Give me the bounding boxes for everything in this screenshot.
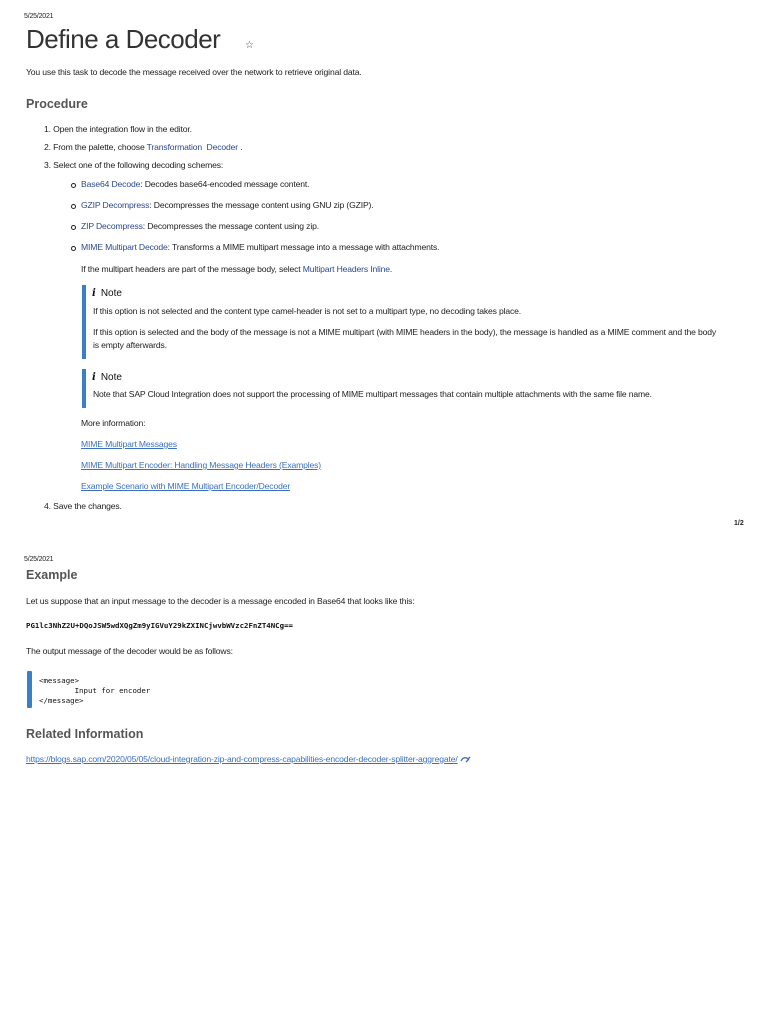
step-text: Select one of the following decoding schemes: xyxy=(53,160,224,170)
info-icon: i xyxy=(92,372,96,383)
scheme-mime xyxy=(81,242,439,252)
bullet-icon xyxy=(71,246,76,251)
step-number: 4. xyxy=(44,501,51,511)
encoded-string: PG1lc3NhZ2U+DQoJSW5wdXQgZm9yIGVuY29kZXINCjwvbWVzc2FnZT4NCg== xyxy=(26,621,293,630)
scheme-name[interactable]: MIME Multipart Decode xyxy=(81,242,168,252)
link-mime-multipart-messages[interactable]: MIME Multipart Messages xyxy=(81,439,177,449)
multipart-headers-inline-link[interactable]: Multipart Headers Inline xyxy=(302,264,390,274)
step-number: 2. xyxy=(44,142,51,152)
decoder-link[interactable]: Decoder xyxy=(206,142,238,152)
page-number: 1/2 xyxy=(734,520,744,527)
link-example-scenario[interactable]: Example Scenario with MIME Multipart Encoder/Decoder xyxy=(81,481,291,491)
related-link-row xyxy=(26,754,471,764)
step-text-after: . xyxy=(237,142,243,152)
step-text: Open the integration flow in the editor. xyxy=(53,124,192,134)
scheme-name[interactable]: Base64 Decode xyxy=(81,179,141,189)
scheme-desc: : Decompresses the message content using zip. xyxy=(142,221,319,231)
note-accent-bar xyxy=(82,285,86,359)
scheme-zip xyxy=(81,221,319,231)
transformation-link[interactable]: Transformation xyxy=(146,142,203,152)
output-text: The output message of the decoder would be as follows: xyxy=(26,646,233,656)
note-1-line-2b: is empty afterwards. xyxy=(93,340,167,350)
step-1 xyxy=(44,124,192,134)
scheme-name[interactable]: GZIP Decompress xyxy=(81,200,150,210)
external-link-icon[interactable] xyxy=(460,755,471,763)
code-accent-bar xyxy=(27,671,32,708)
page1-date: 5/25/2021 xyxy=(24,13,54,20)
step-number: 1. xyxy=(44,124,51,134)
multipart-text xyxy=(81,264,392,274)
scheme-desc: : Decompresses the message content using GNU zip (GZIP). xyxy=(149,200,374,210)
note-title-text: Note xyxy=(100,372,122,383)
scheme-desc: : Transforms a MIME multipart message into a message with attachments. xyxy=(167,242,440,252)
related-heading: Related Information xyxy=(26,727,144,741)
note-1-line-1: If this option is not selected and the content type camel-header is not set to a multipart type, no decoding takes place. xyxy=(93,306,522,316)
note-2-line-1: Note that SAP Cloud Integration does not support the processing of MIME multipart messages that contain multiple attachments with the same file name. xyxy=(93,389,652,399)
intro-text: You use this task to decode the message received over the network to retrieve original data. xyxy=(26,67,362,77)
bullet-icon xyxy=(71,204,76,209)
step-4 xyxy=(44,501,122,511)
note-title-text: Note xyxy=(100,288,122,299)
multipart-text-after: . xyxy=(389,264,393,274)
note-2-title xyxy=(92,372,122,383)
more-info-label: More information: xyxy=(81,418,146,428)
step-3 xyxy=(44,160,223,170)
page2-date: 5/25/2021 xyxy=(24,556,54,563)
step-2 xyxy=(44,142,242,152)
code-line-3: </message> xyxy=(39,696,84,705)
example-heading: Example xyxy=(26,568,78,582)
bullet-icon xyxy=(71,225,76,230)
step-number: 3. xyxy=(44,160,51,170)
multipart-text-before: If the multipart headers are part of the message body, select xyxy=(81,264,303,274)
page-title: Define a Decoder xyxy=(26,24,221,54)
info-icon: i xyxy=(92,288,96,299)
link-mime-encoder-headers[interactable]: MIME Multipart Encoder: Handling Message Headers (Examples) xyxy=(81,460,321,470)
related-link[interactable]: https://blogs.sap.com/2020/05/05/cloud-integration-zip-and-compress-capabilities-encoder-decoder-splitter-aggregate/ xyxy=(26,754,458,764)
note-1-title xyxy=(92,288,122,299)
scheme-name[interactable]: ZIP Decompress xyxy=(81,221,143,231)
step-text: From the palette, choose xyxy=(53,142,147,152)
procedure-heading: Procedure xyxy=(26,97,88,111)
scheme-desc: : Decodes base64-encoded message content. xyxy=(140,179,310,189)
note-accent-bar xyxy=(82,369,86,408)
code-line-2: Input for encoder xyxy=(39,686,151,695)
step-text: Save the changes. xyxy=(53,501,122,511)
scheme-base64 xyxy=(81,179,309,189)
note-1-line-2a: If this option is selected and the body of the message is not a MIME multipart (with MIME headers in the body), the message is handled as a MIME comment and the body xyxy=(93,327,716,337)
example-text: Let us suppose that an input message to the decoder is a message encoded in Base64 that looks like this: xyxy=(26,596,415,606)
code-line-1: <message> xyxy=(39,676,80,685)
star-icon[interactable]: ☆ xyxy=(245,40,254,51)
scheme-gzip xyxy=(81,200,373,210)
bullet-icon xyxy=(71,183,76,188)
